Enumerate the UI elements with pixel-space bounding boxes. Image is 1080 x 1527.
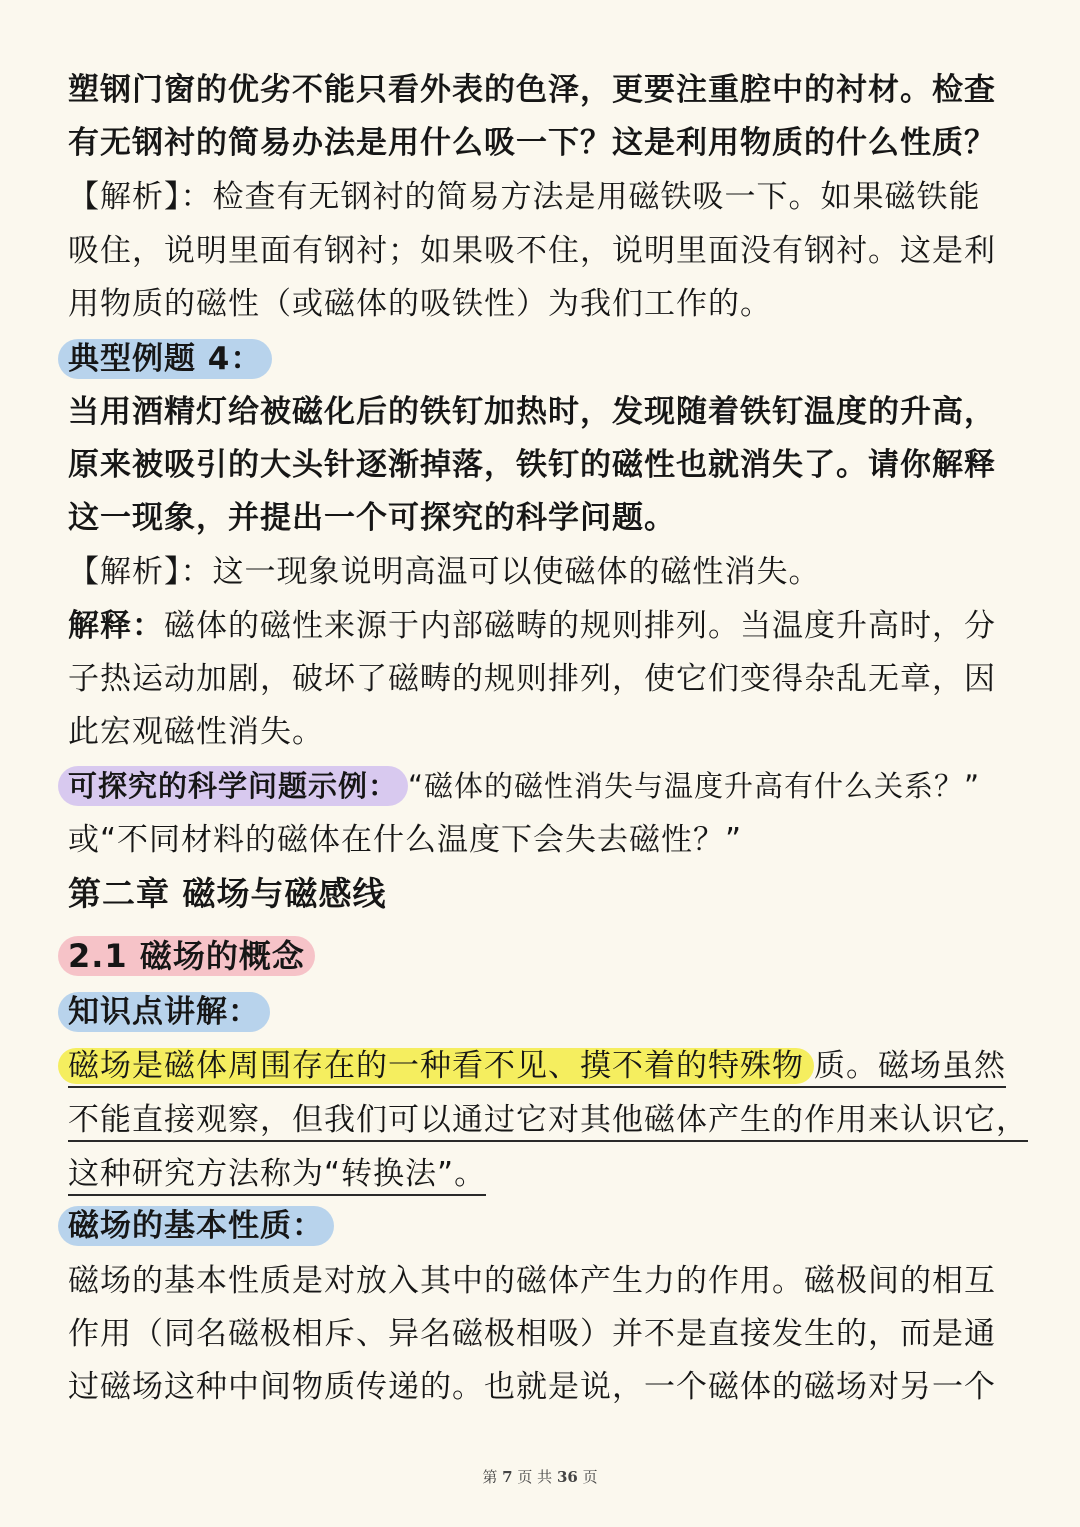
knowledge-line-2-text: 不能直接观察，但我们可以通过它对其他磁体产生的作用来认识它， bbox=[68, 1102, 1028, 1142]
analysis-3-line-2: 吸住，说明里面有钢衬；如果吸不住，说明里面没有钢衬。这是利 bbox=[68, 233, 996, 269]
basic-property-heading bbox=[68, 1200, 334, 1252]
footer-middle: 页 共 bbox=[517, 1468, 553, 1486]
question-3-line-2: 有无钢衬的简易办法是用什么吸一下？这是利用物质的什么性质？ bbox=[68, 125, 996, 161]
basic-property-line-1: 磁场的基本性质是对放入其中的磁体产生力的作用。磁极间的相互 bbox=[68, 1263, 996, 1299]
scientific-question-label: 可探究的科学问题示例： bbox=[58, 766, 408, 806]
page-footer bbox=[0, 1466, 1080, 1487]
basic-property-line-3: 过磁场这种中间物质传递的。也就是说，一个磁体的磁场对另一个 bbox=[68, 1369, 996, 1405]
analysis-3-line-3: 用物质的磁性（或磁体的吸铁性）为我们工作的。 bbox=[68, 286, 772, 322]
chapter-title: 第二章 磁场与磁感线 bbox=[68, 874, 387, 913]
knowledge-line-1 bbox=[68, 1040, 1006, 1092]
knowledge-highlight: 磁场是磁体周围存在的一种看不见、摸不着的特殊物 bbox=[58, 1048, 814, 1084]
explanation-text-1: 磁体的磁性来源于内部磁畴的规则排列。当温度升高时，分 bbox=[164, 608, 996, 644]
footer-prefix: 第 bbox=[482, 1468, 498, 1486]
explanation-line-3: 此宏观磁性消失。 bbox=[68, 714, 324, 750]
example-4-heading bbox=[68, 333, 272, 385]
example-4-line-3: 这一现象，并提出一个可探究的科学问题。 bbox=[68, 500, 676, 536]
example-4-label: 典型例题 4： bbox=[58, 339, 272, 379]
footer-page-number: 7 bbox=[502, 1468, 513, 1486]
basic-property-label: 磁场的基本性质： bbox=[58, 1206, 334, 1246]
knowledge-line-3 bbox=[68, 1148, 486, 1200]
example-4-line-1: 当用酒精灯给被磁化后的铁钉加热时，发现随着铁钉温度的升高， bbox=[68, 394, 996, 430]
example-4-line-2: 原来被吸引的大头针逐渐掉落，铁钉的磁性也就消失了。请你解释 bbox=[68, 447, 996, 483]
basic-property-line-2: 作用（同名磁极相斥、异名磁极相吸）并不是直接发生的，而是通 bbox=[68, 1316, 996, 1352]
analysis-4-line-1: 【解析】：这一现象说明高温可以使磁体的磁性消失。 bbox=[68, 554, 821, 590]
knowledge-line-1-rest: 质。磁场虽然 bbox=[814, 1048, 1006, 1084]
scientific-question-line-1 bbox=[68, 760, 980, 812]
scientific-question-text-1: “磁体的磁性消失与温度升高有什么关系？” bbox=[408, 769, 981, 803]
section-heading bbox=[68, 930, 315, 982]
analysis-3-line-1: 【解析】：检查有无钢衬的简易方法是用磁铁吸一下。如果磁铁能 bbox=[68, 179, 981, 215]
section-title: 2.1 磁场的概念 bbox=[58, 936, 315, 976]
explanation-line-1 bbox=[68, 600, 996, 652]
explanation-line-2: 子热运动加剧，破坏了磁畴的规则排列，使它们变得杂乱无章，因 bbox=[68, 661, 996, 697]
footer-total-pages: 36 bbox=[556, 1468, 578, 1486]
knowledge-label: 知识点讲解： bbox=[58, 992, 270, 1032]
scientific-question-line-2: 或“不同材料的磁体在什么温度下会失去磁性？” bbox=[68, 822, 743, 858]
footer-suffix: 页 bbox=[582, 1468, 598, 1486]
question-3-line-1: 塑钢门窗的优劣不能只看外表的色泽，更要注重腔中的衬材。检查 bbox=[68, 72, 996, 108]
knowledge-line-3-text: 这种研究方法称为“转换法”。 bbox=[68, 1156, 486, 1196]
knowledge-underline-1 bbox=[68, 1048, 1006, 1088]
knowledge-line-2 bbox=[68, 1094, 1028, 1146]
explanation-label: 解释： bbox=[68, 608, 164, 644]
knowledge-heading bbox=[68, 986, 270, 1038]
